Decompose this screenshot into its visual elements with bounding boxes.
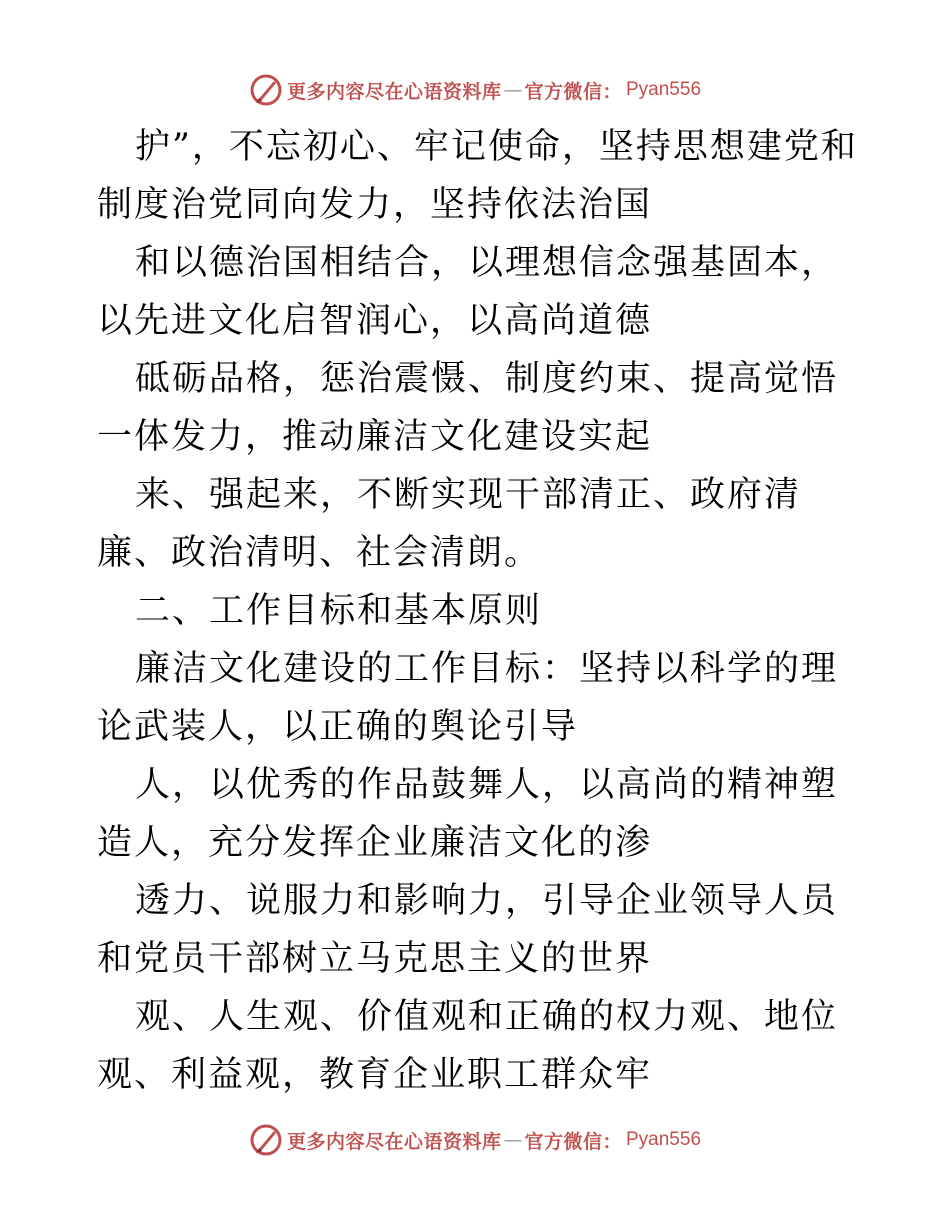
header-watermark	[0, 70, 950, 110]
watermark-main-text: 更多内容尽在心语资料库	[286, 80, 502, 103]
paragraph: 透力、说服力和影响力，引导企业领导人员和党员干部树立马克思主义的世界	[97, 881, 839, 979]
watermark-label: 官方微信：	[524, 80, 622, 103]
watermark-wechat-id: Pyan556	[626, 1129, 702, 1150]
paragraph: 和以德治国相结合，以理想信念强基固本，以先进文化启智润心，以高尚道德	[97, 243, 839, 341]
paragraph: 人，以优秀的作品鼓舞人，以高尚的精神塑造人，充分发挥企业廉洁文化的渗	[97, 765, 839, 863]
watermark-wechat-id: Pyan556	[626, 79, 702, 100]
paragraph: 观、人生观、价值观和正确的权力观、地位观、利益观，教育企业职工群众牢	[97, 997, 839, 1095]
watermark-separator: —	[503, 79, 523, 101]
paragraph: 来、强起来，不断实现干部清正、政府清廉、政治清明、社会清朗。	[97, 475, 802, 573]
document-body	[97, 118, 867, 1104]
feather-pen-logo-icon	[249, 73, 283, 107]
paragraph: 廉洁文化建设的工作目标：坚持以科学的理论武装人，以正确的舆论引导	[97, 649, 839, 747]
section-heading: 二、工作目标和基本原则	[135, 591, 543, 631]
watermark-label: 官方微信：	[524, 1130, 622, 1153]
watermark-main-text: 更多内容尽在心语资料库	[286, 1130, 502, 1153]
watermark-separator: —	[503, 1129, 523, 1151]
paragraph: 砥砺品格，惩治震慑、制度约束、提高觉悟一体发力，推动廉洁文化建设实起	[97, 359, 839, 457]
paragraph: 护”，不忘初心、牢记使命，坚持思想建党和制度治党同向发力，坚持依法治国	[97, 127, 858, 225]
footer-watermark	[0, 1120, 950, 1160]
feather-pen-logo-icon	[249, 1123, 283, 1157]
